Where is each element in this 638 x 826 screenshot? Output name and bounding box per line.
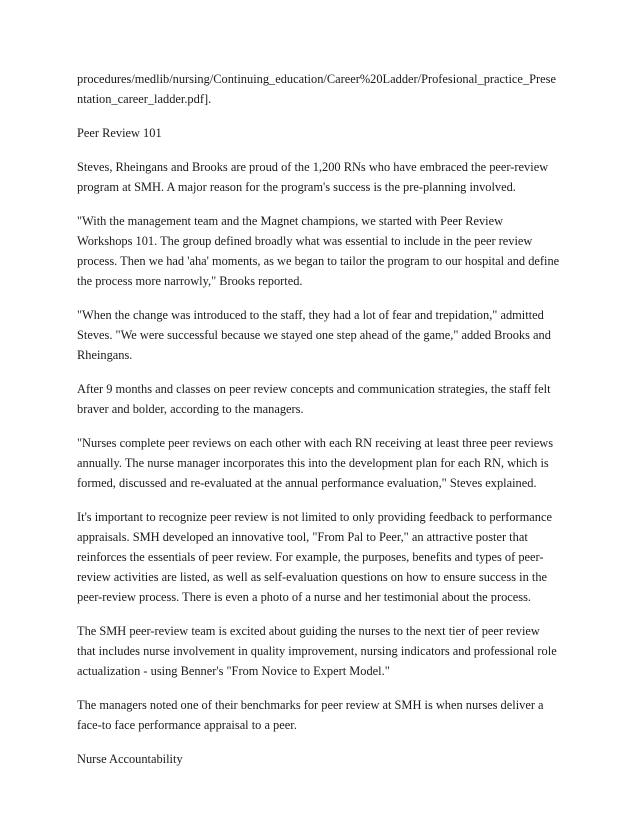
paragraph-benchmarks: [77, 695, 567, 735]
text-line: the process more narrowly," Brooks reported.: [77, 274, 303, 288]
text-line: procedures/medlib/nursing/Continuing_education/Career%20Ladder/Profesional_practice_Prese: [77, 72, 556, 86]
text-line: Nurse Accountability: [77, 752, 183, 766]
text-line: actualization - using Benner's "From Novice to Expert Model.": [77, 664, 390, 678]
paragraph-change-quote: [77, 305, 567, 365]
text-line: reinforces the essentials of peer review. For example, the purposes, benefits and types of peer-: [77, 550, 544, 564]
text-line: The managers noted one of their benchmarks for peer review at SMH is when nurses deliver a: [77, 698, 544, 712]
text-line: ntation_career_ladder.pdf].: [77, 92, 212, 106]
paragraph-nurses-complete: [77, 433, 567, 493]
text-line: Steves, Rheingans and Brooks are proud of the 1,200 RNs who have embraced the peer-review: [77, 160, 549, 174]
paragraph-workshops-quote: [77, 211, 567, 291]
text-line: program at SMH. A major reason for the program's success is the pre-planning involved.: [77, 180, 516, 194]
text-line: annually. The nurse manager incorporates this into the development plan for each RN, which is: [77, 456, 549, 470]
paragraph-next-tier: [77, 621, 567, 681]
text-line: formed, discussed and re-evaluated at the annual performance evaluation," Steves explained.: [77, 476, 537, 490]
text-line: Workshops 101. The group defined broadly what was essential to include in the peer review: [77, 234, 533, 248]
text-line: Steves. "We were successful because we stayed one step ahead of the game," added Brooks and: [77, 328, 551, 342]
text-line: peer-review process. There is even a photo of a nurse and her testimonial about the process.: [77, 590, 532, 604]
text-line: review activities are listed, as well as self-evaluation questions on how to ensure success in the: [77, 570, 548, 584]
section-heading-nurse-accountability: [77, 749, 567, 769]
text-line: "Nurses complete peer reviews on each other with each RN receiving at least three peer reviews: [77, 436, 554, 450]
text-line: "With the management team and the Magnet champions, we started with Peer Review: [77, 214, 504, 228]
section-heading-peer-review-101: [77, 123, 567, 143]
document-page: [77, 69, 567, 783]
text-line: that includes nurse involvement in quality improvement, nursing indicators and professional role: [77, 644, 557, 658]
text-line: appraisals. SMH developed an innovative tool, "From Pal to Peer," an attractive poster that: [77, 530, 528, 544]
text-line: face-to face performance appraisal to a peer.: [77, 718, 297, 732]
text-line: Rheingans.: [77, 348, 133, 362]
text-line: "When the change was introduced to the staff, they had a lot of fear and trepidation," admitted: [77, 308, 544, 322]
paragraph-nine-months: [77, 379, 567, 419]
paragraph-pal-to-peer: [77, 507, 567, 607]
paragraph-intro: [77, 157, 567, 197]
text-line: The SMH peer-review team is excited about guiding the nurses to the next tier of peer review: [77, 624, 540, 638]
text-line: braver and bolder, according to the managers.: [77, 402, 304, 416]
text-line: Peer Review 101: [77, 126, 162, 140]
text-line: It's important to recognize peer review is not limited to only providing feedback to performance: [77, 510, 552, 524]
text-line: process. Then we had 'aha' moments, as we began to tailor the program to our hospital and define: [77, 254, 560, 268]
paragraph-url-continuation: [77, 69, 567, 109]
text-line: After 9 months and classes on peer review concepts and communication strategies, the staff felt: [77, 382, 551, 396]
